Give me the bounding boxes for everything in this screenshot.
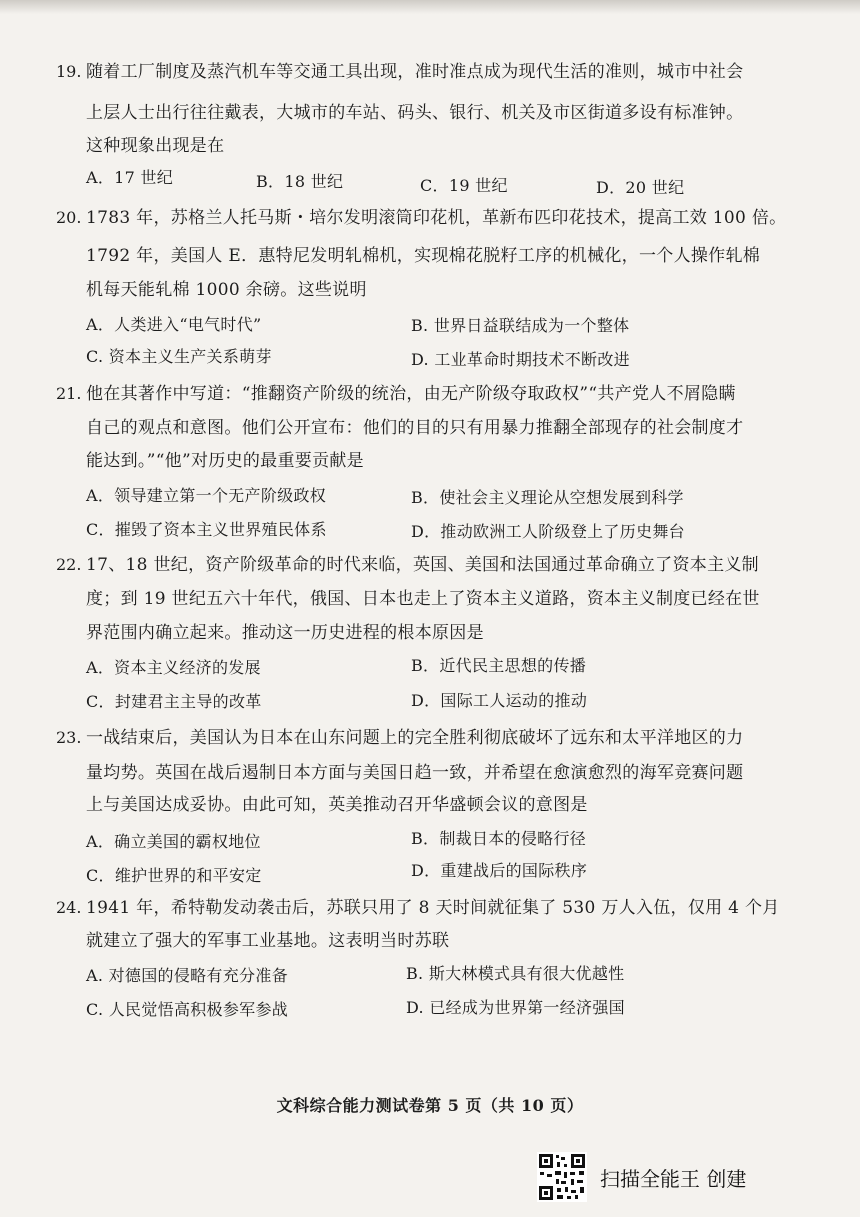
question-text-line: 1783 年，苏格兰人托马斯・培尔发明滚筒印花机，革新布匹印花技术，提高工效 100 倍。 [86,208,787,228]
option-b: B. 世界日益联结成为一个整体 [411,316,630,335]
question-number: 24. [56,898,82,917]
option-c: C. 资本主义生产关系萌芽 [86,347,272,366]
question-number: 22. [56,555,82,574]
option-c: C．摧毁了资本主义世界殖民体系 [86,520,327,539]
option-a: A．领导建立第一个无产阶级政权 [86,486,327,505]
option-a: A．人类进入“电气时代” [86,315,262,334]
option-b: B．制裁日本的侵略行径 [411,829,587,848]
question-text-line: 1792 年，美国人 E．惠特尼发明轧棉机，实现棉花脱籽工序的机械化，一个人操作轧棉 [86,246,761,266]
option-b: B．近代民主思想的传播 [411,656,587,675]
question-text-line: 上与美国达成妥协。由此可知，英美推动召开华盛顿会议的意图是 [86,795,588,815]
question-number: 21. [56,384,82,403]
option-a: A．17 世纪 [86,168,174,187]
option-a: A．确立美国的霸权地位 [86,832,261,851]
question-text-line: 1941 年，希特勒发动袭击后，苏联只用了 8 天时间就征集了 530 万人入伍，仅用 4 个月 [86,898,780,918]
scanner-brand-label: 扫描全能王 创建 [600,1167,747,1191]
question-text-line: 界范围内确立起来。推动这一历史进程的根本原因是 [86,623,484,643]
option-d: D．国际工人运动的推动 [411,691,588,710]
page-footer: 文科综合能力测试卷第 5 页（共 10 页） [276,1096,584,1115]
option-c: C．19 世纪 [420,176,508,195]
option-c: C．封建君主主导的改革 [86,692,262,711]
question-text-line: 能达到。”“他”对历史的最重要贡献是 [86,451,364,471]
question-text-line: 一战结束后，美国认为日本在山东问题上的完全胜利彻底破坏了远东和太平洋地区的力 [86,728,744,748]
option-d: D. 工业革命时期技术不断改进 [411,350,630,369]
option-b: B．18 世纪 [256,172,344,191]
option-b: B. 斯大林模式具有很大优越性 [406,964,625,983]
option-d: D．20 世纪 [596,178,685,197]
option-c: C．维护世界的和平安定 [86,866,262,885]
option-d: D. 已经成为世界第一经济强国 [406,998,625,1017]
option-a: A．资本主义经济的发展 [86,658,261,677]
question-number: 19. [56,62,82,81]
option-c: C. 人民觉悟高积极参军参战 [86,1000,289,1019]
option-b: B．使社会主义理论从空想发展到科学 [411,488,684,507]
question-text-line: 上层人士出行往往戴表，大城市的车站、码头、银行、机关及市区街道多设有标准钟。 [86,103,744,123]
question-text-line: 随着工厂制度及蒸汽机车等交通工具出现，准时准点成为现代生活的准则，城市中社会 [86,62,744,82]
question-text-line: 这种现象出现是在 [86,136,225,156]
option-a: A. 对德国的侵略有充分准备 [86,966,288,985]
option-d: D．重建战后的国际秩序 [411,861,588,880]
question-text-line: 量均势。英国在战后遏制日本方面与美国日趋一致，并希望在愈演愈烈的海军竞赛问题 [86,763,744,783]
scan-edge-shadow [0,0,860,14]
option-d: D．推动欧洲工人阶级登上了历史舞台 [411,522,685,541]
qr-code-icon [537,1152,587,1202]
question-number: 23. [56,728,82,747]
question-text-line: 17、18 世纪，资产阶级革命的时代来临，英国、美国和法国通过革命确立了资本主义制 [86,555,759,575]
question-number: 20. [56,208,82,227]
question-text-line: 他在其著作中写道：“推翻资产阶级的统治，由无产阶级夺取政权”“共产党人不屑隐瞒 [86,384,736,404]
question-text-line: 自己的观点和意图。他们公开宣布：他们的目的只有用暴力推翻全部现存的社会制度才 [86,418,744,438]
question-text-line: 机每天能轧棉 1000 余磅。这些说明 [86,280,367,300]
question-text-line: 度；到 19 世纪五六十年代，俄国、日本也走上了资本主义道路，资本主义制度已经在世 [86,589,760,609]
question-text-line: 就建立了强大的军事工业基地。这表明当时苏联 [86,931,450,951]
